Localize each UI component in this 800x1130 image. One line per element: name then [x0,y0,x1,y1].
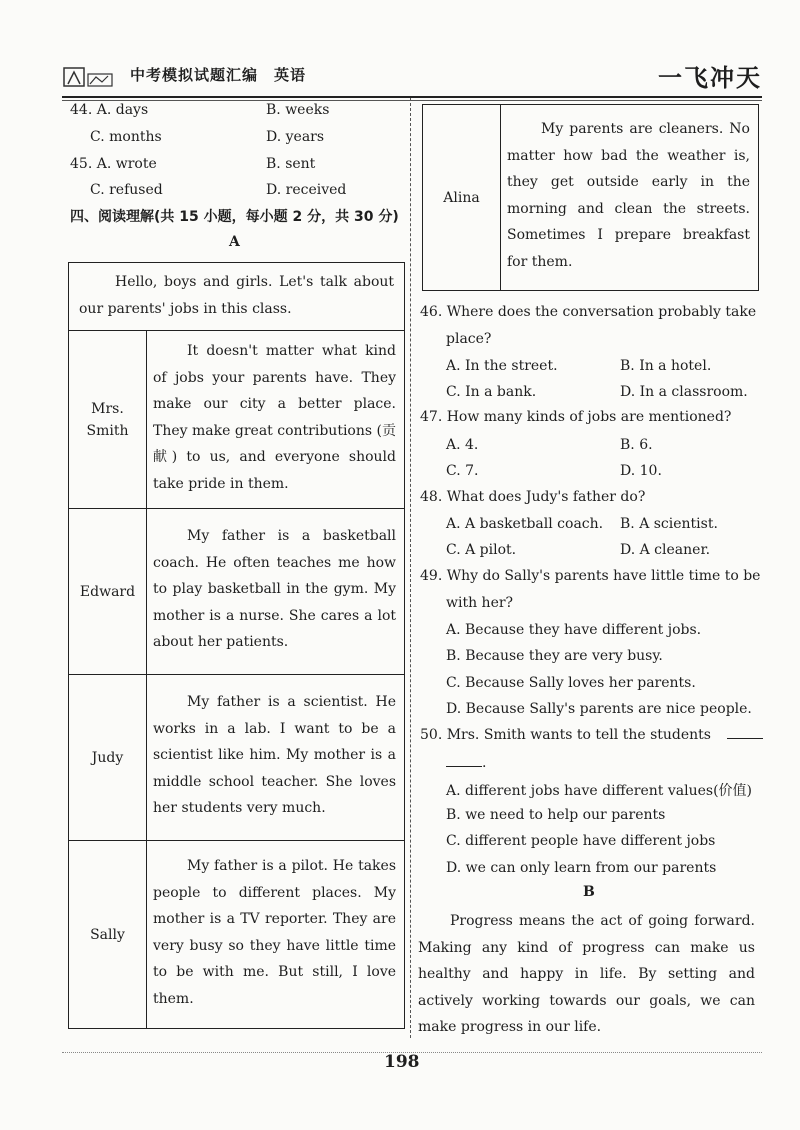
q44-option-b: B. weeks [266,102,330,118]
q44-option-c: C. months [90,129,162,145]
q45-option-d: D. received [266,182,347,198]
q50-option-d: D. we can only learn from our parents [446,860,717,876]
speaker-text: My father is a basketball coach. He often teaches me how to play basketball in the gym. My mother is a nurse. She cares a lot about her patients. [147,509,405,675]
passage-a-table-continued [422,104,759,291]
speaker-name: Sally [69,841,147,1029]
table-row [69,841,405,1029]
q46-stem: 46. Where does the conversation probably take [420,304,757,320]
q48-option-b: B. A scientist. [620,516,718,532]
passage-a-table [68,262,405,1029]
q50-answer-blank [727,724,763,739]
q45-row1 [70,156,400,176]
section-title: 四、阅读理解(共 15 小题，每小题 2 分，共 30 分) [70,209,399,225]
q47-option-d: D. 10. [620,463,662,479]
header-rule-thin [62,100,762,101]
q44-row1 [70,102,400,122]
q49-option-b: B. Because they are very busy. [446,648,663,664]
q44-option-a: 44. A. days [70,102,149,118]
q50-option-c: C. different people have different jobs [446,833,716,849]
q44-option-d: D. years [266,129,325,145]
speaker-name: Mrs. Smith [69,331,147,509]
book-logo-icon [62,62,116,90]
q49-stem-cont: with her? [446,595,514,611]
q50-option-a: A. different jobs have different values(价值) [446,783,753,799]
table-row [69,509,405,675]
q50-answer-blank-cont [446,752,482,767]
q47-option-c: C. 7. [446,463,479,479]
column-divider [410,98,411,1038]
table-row [69,675,405,841]
part-b-label: B [583,884,595,900]
q50-stem-end: . [482,755,487,771]
q47-option-b: B. 6. [620,437,653,453]
brand-title: 一飞冲天 [658,63,762,92]
q46-option-a: A. In the street. [446,358,558,374]
q49-stem: 49. Why do Sally's parents have little time to be [420,568,761,584]
q49-option-a: A. Because they have different jobs. [446,622,702,638]
q45-option-b: B. sent [266,156,316,172]
speaker-name: Alina [423,105,501,291]
part-a-label: A [229,234,240,250]
book-title: 中考模拟试题汇编 英语 [130,66,307,84]
q46-option-c: C. In a bank. [446,384,537,400]
passage-b-text: Progress means the act of going forward. Making any kind of progress can make us healthy and happy in life. By setting and actively working towards our goals, we can make progress in our life. [418,913,755,1035]
q48-option-d: D. A cleaner. [620,542,711,558]
speaker-name: Edward [69,509,147,675]
q44-row2 [70,129,400,149]
q46-option-b: B. In a hotel. [620,358,712,374]
q49-option-d: D. Because Sally's parents are nice people. [446,701,752,717]
q47-stem: 47. How many kinds of jobs are mentioned? [420,409,732,425]
q48-stem: 48. What does Judy's father do? [420,489,646,505]
q46-stem-cont: place? [446,331,492,347]
q45-option-c: C. refused [90,182,163,198]
q45-row2 [70,182,400,202]
passage-a-intro: Hello, boys and girls. Let's talk about our parents' jobs in this class. [69,263,405,331]
q50-stem [420,722,763,748]
speaker-text: My parents are cleaners. No matter how bad the weather is, they get outside early in the morning and clean the streets. Sometimes I prepare breakfast for them. [501,105,759,291]
speaker-name: Judy [69,675,147,841]
q50-stem-text: 50. Mrs. Smith wants to tell the students [420,727,711,743]
q48-option-a: A. A basketball coach. [446,516,604,532]
q45-option-a: 45. A. wrote [70,156,157,172]
speaker-text: It doesn't matter what kind of jobs your parents have. They make our city a better place. They make great contributions (贡献) to us, and everyone should take pride in them. [147,331,405,509]
header-rule [62,96,762,98]
table-row [423,105,759,291]
q47-option-a: A. 4. [446,437,479,453]
page-header [62,58,762,98]
q46-option-d: D. In a classroom. [620,384,748,400]
q48-option-c: C. A pilot. [446,542,517,558]
speaker-text: My father is a pilot. He takes people to different places. My mother is a TV reporter. They are very busy so they have little time to be with me. But still, I love them. [147,841,405,1029]
q50-stem-cont [446,750,486,776]
q50-option-b: B. we need to help our parents [446,807,666,823]
table-row [69,263,405,331]
page-number: 198 [384,1052,420,1072]
table-row [69,331,405,509]
speaker-text: My father is a scientist. He works in a lab. I want to be a scientist like him. My mother is a middle school teacher. She loves her students very much. [147,675,405,841]
q49-option-c: C. Because Sally loves her parents. [446,675,696,691]
